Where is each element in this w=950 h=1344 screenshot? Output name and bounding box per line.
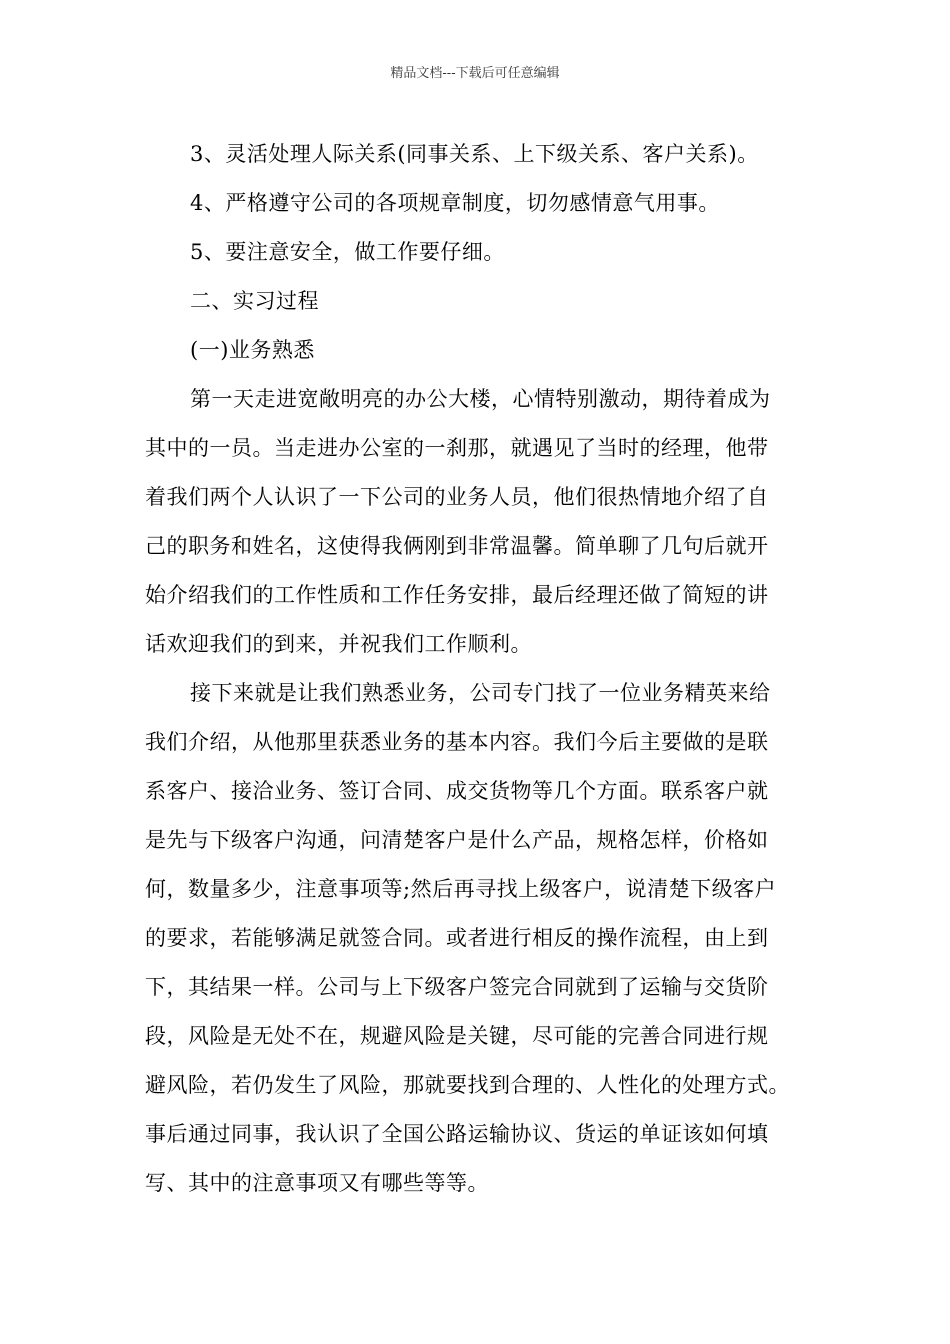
- paragraph-line: 始介绍我们的工作性质和工作任务安排，最后经理还做了简短的讲: [145, 583, 769, 607]
- paragraph-line: 第一天走进宽敞明亮的办公大楼，心情特别激动，期待着成为: [190, 387, 771, 411]
- paragraph-line: 事后通过同事，我认识了全国公路运输协议、货运的单证该如何填: [145, 1122, 769, 1146]
- paragraph-2: [145, 669, 835, 1208]
- paragraph-line: 是先与下级客户沟通，问清楚客户是什么产品，规格怎样，价格如: [145, 828, 769, 852]
- paragraph-line: 己的职务和姓名，这使得我俩刚到非常温馨。简单聊了几句后就开: [145, 534, 769, 558]
- paragraph-line: 其中的一员。当走进办公室的一刹那，就遇见了当时的经理，他带: [145, 436, 769, 460]
- list-item: 5、要注意安全，做工作要仔细。: [190, 240, 505, 264]
- paragraph-line: 接下来就是让我们熟悉业务，公司专门找了一位业务精英来给: [190, 681, 771, 705]
- paragraph-line: 话欢迎我们的到来，并祝我们工作顺利。: [145, 632, 532, 656]
- list-item: 4、严格遵守公司的各项规章制度，切勿感情意气用事。: [190, 191, 720, 215]
- section-heading: 二、实习过程: [190, 289, 319, 313]
- paragraph-1: [145, 375, 835, 669]
- list-item: 3、灵活处理人际关系(同事关系、上下级关系、客户关系)。: [190, 142, 759, 166]
- paragraph-line: 段，风险是无处不在，规避风险是关键，尽可能的完善合同进行规: [145, 1024, 769, 1048]
- paragraph-line: 着我们两个人认识了一下公司的业务人员，他们很热情地介绍了自: [145, 485, 769, 509]
- paragraph-line: 写、其中的注意事项又有哪些等等。: [145, 1171, 489, 1195]
- paragraph-line: 我们介绍，从他那里获悉业务的基本内容。我们今后主要做的是联: [145, 730, 769, 754]
- paragraph-line: 避风险，若仍发生了风险，那就要找到合理的、人性化的处理方式。: [145, 1073, 790, 1097]
- paragraph-line: 下，其结果一样。公司与上下级客户签完合同就到了运输与交货阶: [145, 975, 769, 999]
- paragraph-line: 的要求，若能够满足就签合同。或者进行相反的操作流程，由上到: [145, 926, 769, 950]
- paragraph-line: 何，数量多少，注意事项等;然后再寻找上级客户，说清楚下级客户: [145, 877, 777, 901]
- paragraph-line: 系客户、接洽业务、签订合同、成交货物等几个方面。联系客户就: [145, 779, 769, 803]
- page-header: 精品文档---下载后可任意编辑: [390, 66, 560, 81]
- document-body: [145, 130, 835, 1208]
- subsection-heading: (一)业务熟悉: [190, 338, 315, 362]
